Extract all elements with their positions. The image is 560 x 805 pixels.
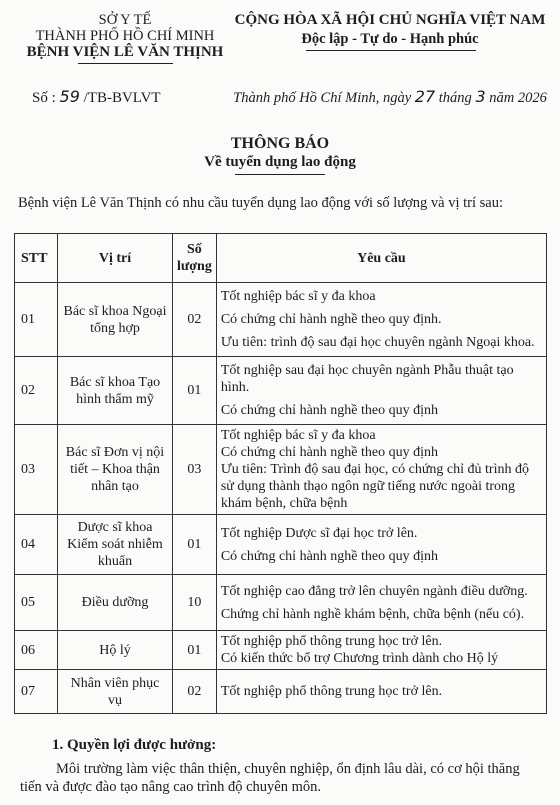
document-title: THÔNG BÁO (230, 135, 330, 152)
header-requirements: Yêu cầu (216, 234, 546, 283)
cell-requirements (216, 357, 546, 425)
cell-requirements (216, 283, 546, 357)
table-row (15, 515, 547, 575)
doc-number-prefix: Số : (32, 90, 56, 106)
table-row (15, 670, 547, 714)
table-row (15, 357, 547, 425)
cell-stt: 06 (15, 631, 58, 670)
document-subtitle: Về tuyển dụng lao động (204, 154, 356, 170)
department-name: SỞ Y TẾ (98, 12, 152, 28)
benefits-body: Môi trường làm việc thân thiện, chuyên nghiệp, ổn định lâu dài, có cơ hội thăng tiến và được đào tạo nâng cao trình độ chuyên môn. (20, 761, 520, 795)
subtitle-underline (235, 174, 325, 175)
requirement-line: Tốt nghiệp bác sĩ y đa khoa (220, 428, 376, 443)
cell-position: Bác sĩ khoa Ngoại tổng hợp (58, 283, 173, 357)
requirement-line: Có chứng chỉ hành nghề theo quy định (220, 403, 438, 418)
cell-quantity: 01 (173, 515, 217, 575)
cell-requirements (216, 425, 546, 515)
document-number (32, 88, 161, 107)
cell-stt: 03 (15, 425, 58, 515)
cell-requirements (216, 515, 546, 575)
requirement-line: Chứng chỉ hành nghề khám bệnh, chữa bệnh (nếu có). (220, 606, 525, 622)
motto-underline (306, 50, 476, 51)
cell-position: Dược sĩ khoa Kiểm soát nhiễm khuẩn (58, 515, 173, 575)
doc-number-handwritten: 59 (59, 87, 80, 106)
requirement-line: Có kiến thức bổ trợ Chương trình dành cho Hộ lý (220, 651, 499, 666)
table-row (15, 575, 547, 631)
cell-quantity: 10 (173, 575, 217, 631)
issue-date (222, 88, 558, 107)
date-month-handwritten: 3 (475, 87, 486, 106)
requirement-line: Tốt nghiệp sau đại học chuyên ngành Phẫu thuật tạo hình. (220, 363, 514, 395)
requirement-line: Ưu tiên: Trình độ sau đại học, có chứng chỉ đủ trình độ sử dụng thành thạo ngôn ngữ tiếng nước ngoài trong khám bệnh, chữa bệnh (220, 462, 529, 511)
requirement-line: Tốt nghiệp phổ thông trung học trở lên. (220, 684, 443, 699)
org-underline (78, 63, 173, 64)
requirement-line: Có chứng chỉ hành nghề theo quy định. (220, 312, 442, 327)
requirement-line: Tốt nghiệp Dược sĩ đại học trở lên. (220, 525, 418, 541)
intro-paragraph: Bệnh viện Lê Văn Thịnh có nhu cầu tuyển dụng lao động với số lượng và vị trí sau: (18, 195, 503, 211)
requirement-line: Tốt nghiệp bác sĩ y đa khoa (220, 289, 376, 304)
date-prefix: Thành phố Hồ Chí Minh, ngày (233, 90, 412, 106)
date-day-handwritten: 27 (414, 87, 436, 106)
cell-position: Điều dưỡng (58, 575, 173, 631)
cell-position: Hộ lý (58, 631, 173, 670)
nation-heading: CỘNG HÒA XÃ HỘI CHỦ NGHĨA VIỆT NAM (234, 12, 546, 28)
cell-quantity: 03 (173, 425, 217, 515)
benefits-heading: 1. Quyền lợi được hưởng: (52, 737, 217, 753)
table-header-row (15, 234, 547, 283)
city-name: THÀNH PHỐ HỒ CHÍ MINH (35, 28, 215, 44)
cell-stt: 01 (15, 283, 58, 357)
requirement-line: Có chứng chỉ hành nghề theo quy định (220, 445, 438, 460)
header-position: Vị trí (58, 234, 173, 283)
date-month-label: tháng (438, 90, 472, 106)
requirement-line: Ưu tiên: trình độ sau đại học chuyên ngành Ngoại khoa. (220, 335, 535, 350)
table-row (15, 425, 547, 515)
cell-stt: 07 (15, 670, 58, 714)
recruitment-table (14, 233, 547, 714)
cell-requirements (216, 631, 546, 670)
cell-requirements (216, 575, 546, 631)
requirement-line: Có chứng chỉ hành nghề theo quy định (220, 548, 438, 564)
cell-quantity: 02 (173, 283, 217, 357)
date-year-label: năm 2026 (489, 90, 547, 106)
requirement-line: Tốt nghiệp cao đẳng trở lên chuyên ngành điều dưỡng. (220, 583, 528, 599)
requirement-line: Tốt nghiệp phổ thông trung học trở lên. (220, 634, 443, 649)
cell-requirements (216, 670, 546, 714)
doc-number-suffix: /TB-BVLVT (83, 90, 161, 106)
cell-quantity: 02 (173, 670, 217, 714)
header-quantity: Số lượng (173, 234, 217, 283)
table-row (15, 283, 547, 357)
table-row (15, 631, 547, 670)
cell-stt: 02 (15, 357, 58, 425)
cell-stt: 04 (15, 515, 58, 575)
hospital-name: BỆNH VIỆN LÊ VĂN THỊNH (26, 44, 224, 60)
cell-quantity: 01 (173, 357, 217, 425)
cell-stt: 05 (15, 575, 58, 631)
header-stt: STT (15, 234, 58, 283)
cell-position: Bác sĩ khoa Tạo hình thẩm mỹ (58, 357, 173, 425)
cell-quantity: 01 (173, 631, 217, 670)
cell-position: Nhân viên phục vụ (58, 670, 173, 714)
cell-position: Bác sĩ Đơn vị nội tiết – Khoa thận nhân tạo (58, 425, 173, 515)
motto: Độc lập - Tự do - Hạnh phúc (301, 31, 479, 47)
